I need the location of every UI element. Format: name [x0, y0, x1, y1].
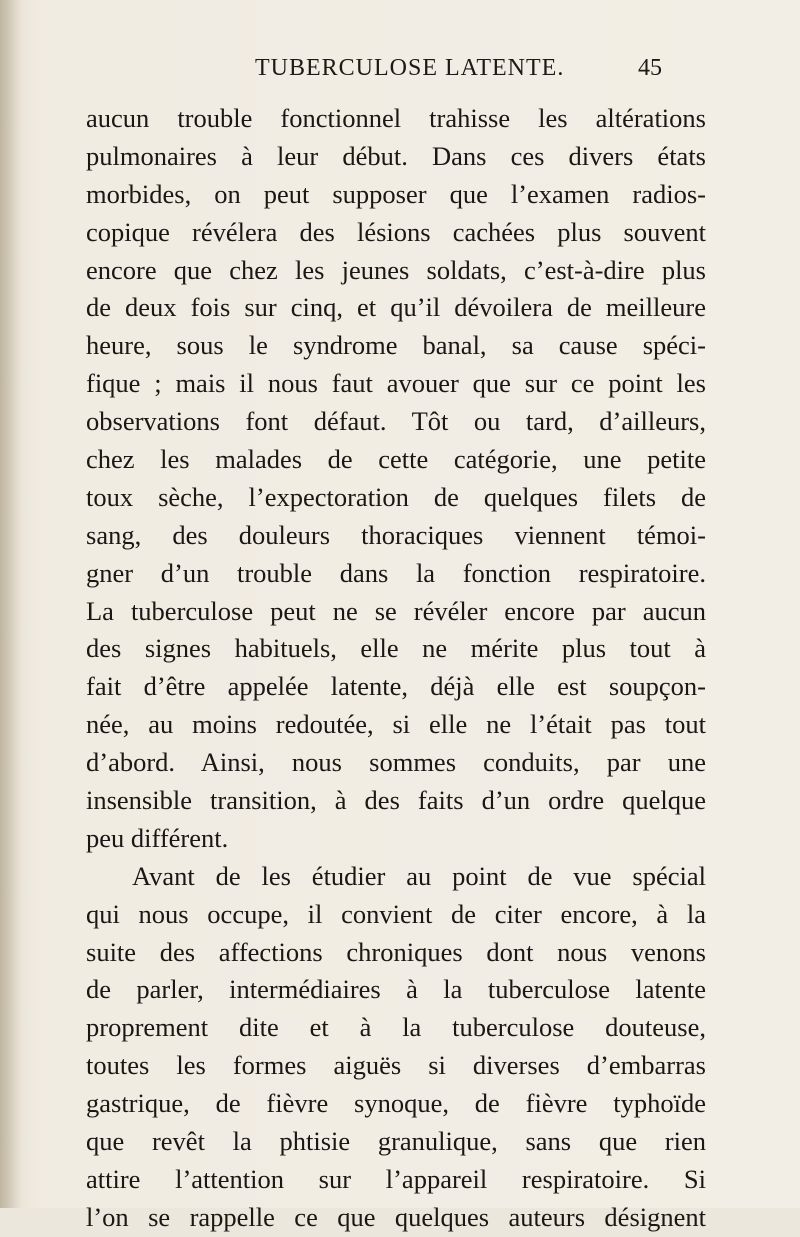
text-line: gastrique, de fièvre synoque, de fièvre typhoïde	[86, 1088, 706, 1119]
text-line: La tuberculose peut ne se révéler encore par aucun	[86, 595, 706, 626]
text-line: morbides, on peut supposer que l’examen radios-	[86, 178, 706, 209]
text-line: que revêt la phtisie granulique, sans que rien	[86, 1126, 706, 1157]
text-line: gner d’un trouble dans la fonction respiratoire.	[86, 557, 706, 588]
text-line: toutes les formes aiguës si diverses d’embarras	[86, 1050, 706, 1081]
text-line: chez les malades de cette catégorie, une petite	[86, 444, 706, 475]
text-line: des signes habituels, elle ne mérite plus tout à	[86, 633, 706, 664]
text-line: attire l’attention sur l’appareil respiratoire. Si	[86, 1163, 706, 1194]
text-line: proprement dite et à la tuberculose douteuse,	[86, 1012, 706, 1043]
text-line: de parler, intermédiaires à la tuberculose latente	[86, 974, 706, 1005]
text-line: toux sèche, l’expectoration de quelques filets de	[86, 481, 706, 512]
text-line: pulmonaires à leur début. Dans ces divers états	[86, 140, 706, 171]
text-line: l’on se rappelle ce que quelques auteurs désignent	[86, 1201, 706, 1232]
text-line: fique ; mais il nous faut avouer que sur ce point les	[86, 368, 706, 399]
text-line-paragraph-start: Avant de les étudier au point de vue spécial	[132, 860, 706, 891]
text-line-paragraph-end: peu différent.	[86, 822, 229, 853]
text-line: insensible transition, à des faits d’un ordre quelque	[86, 785, 706, 816]
text-line: suite des affections chroniques dont nous venons	[86, 936, 706, 967]
text-line: d’abord. Ainsi, nous sommes conduits, par une	[86, 747, 706, 778]
text-line: fait d’être appelée latente, déjà elle est soupçon-	[86, 671, 706, 702]
running-head	[0, 55, 800, 89]
text-line: observations font défaut. Tôt ou tard, d’ailleurs,	[86, 406, 706, 437]
text-line: encore que chez les jeunes soldats, c’est-à-dire plus	[86, 254, 706, 285]
text-line: aucun trouble fonctionnel trahisse les altérations	[86, 103, 706, 133]
text-line: de deux fois sur cinq, et qu’il dévoilera de meilleure	[86, 292, 706, 323]
page-number: 45	[638, 55, 662, 81]
text-line: heure, sous le syndrome banal, sa cause spéci-	[86, 330, 706, 361]
running-title: TUBERCULOSE LATENTE.	[255, 55, 565, 81]
text-line: sang, des douleurs thoraciques viennent témoi-	[86, 519, 706, 550]
page-gutter-shadow	[0, 0, 22, 1208]
text-line: copique révélera des lésions cachées plus souvent	[86, 216, 706, 247]
text-line: qui nous occupe, il convient de citer encore, à la	[86, 898, 706, 929]
body-text	[86, 100, 706, 1237]
text-line: née, au moins redoutée, si elle ne l’était pas tout	[86, 709, 706, 740]
